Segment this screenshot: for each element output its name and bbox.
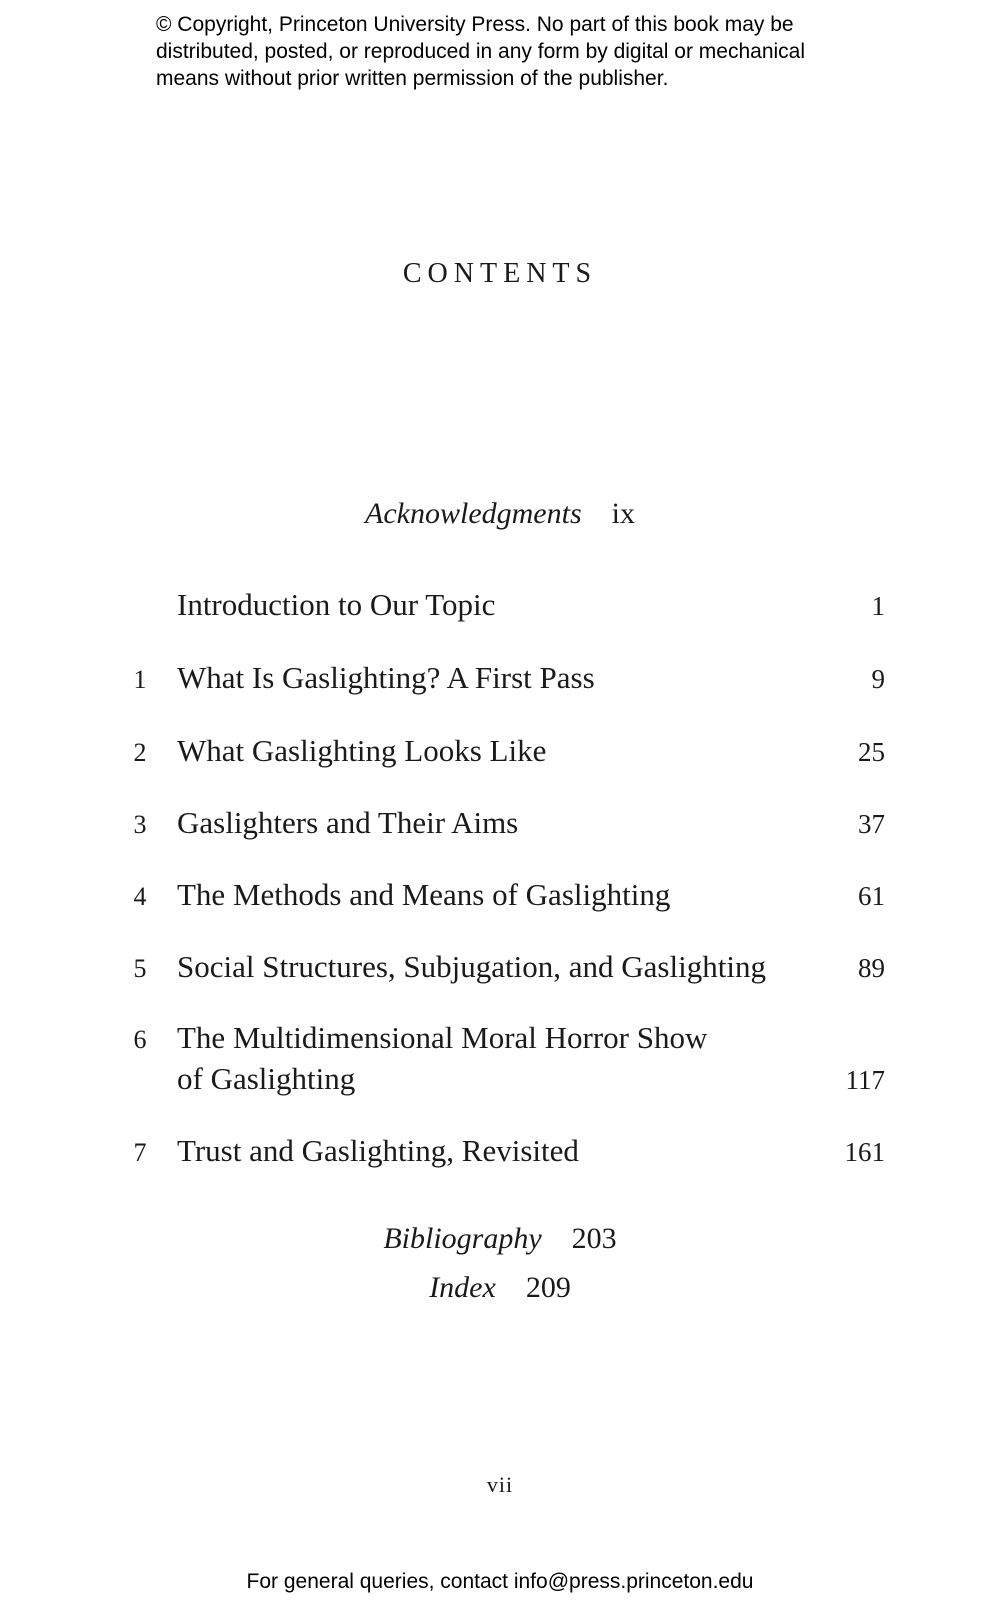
chapter-number: 4 <box>133 882 147 911</box>
chapter-title: Introduction to Our Topic <box>177 587 496 622</box>
chapter-page: 9 <box>871 664 885 694</box>
copyright-line: means without prior written permission of the publisher. <box>156 67 669 90</box>
chapter-page: 25 <box>858 737 885 767</box>
page-title: CONTENTS <box>402 258 598 289</box>
chapter-title: The Methods and Means of Gaslighting <box>177 877 671 912</box>
chapter-page: 37 <box>858 809 885 839</box>
toc-entry-chapter-7 <box>125 1130 885 1171</box>
chapter-number: 2 <box>133 738 147 767</box>
back-matter-entry-bibliography <box>0 1221 1000 1257</box>
copyright-line: distributed, posted, or reproduced in any form by digital or mechanical <box>156 40 806 63</box>
chapter-title: Gaslighters and Their Aims <box>177 805 519 840</box>
front-matter-label: Acknowledgments <box>365 497 582 530</box>
back-matter-page: 209 <box>525 1271 571 1304</box>
chapter-title-continued: of Gaslighting <box>177 1061 356 1096</box>
back-matter-page: 203 <box>571 1222 617 1255</box>
toc-entry-chapter-5 <box>125 946 885 987</box>
chapter-page: 1 <box>871 591 885 621</box>
chapter-page: 61 <box>858 881 885 911</box>
chapter-title: What Gaslighting Looks Like <box>177 733 547 768</box>
toc-entry-chapter-2 <box>125 730 885 771</box>
footer-contact: For general queries, contact info@press.princeton.edu <box>246 1570 754 1593</box>
chapter-page: 89 <box>858 953 885 983</box>
chapter-number: 3 <box>133 810 147 839</box>
back-matter-entry-index <box>0 1270 1000 1306</box>
front-matter-page: ix <box>611 497 635 530</box>
chapter-number: 5 <box>133 954 147 983</box>
toc-entry-chapter-4 <box>125 874 885 915</box>
chapter-page: 161 <box>844 1137 885 1167</box>
back-matter-label: Bibliography <box>383 1222 542 1255</box>
chapter-number: 6 <box>133 1025 147 1054</box>
toc-entry-chapter-6 <box>125 1017 885 1099</box>
chapter-page: 117 <box>845 1065 885 1095</box>
chapter-number: 1 <box>133 665 147 694</box>
front-matter-entry <box>0 496 1000 532</box>
copyright-notice <box>156 11 876 92</box>
toc-entry-chapter-3 <box>125 802 885 843</box>
chapter-title: Trust and Gaslighting, Revisited <box>177 1133 579 1168</box>
back-matter-label: Index <box>429 1271 496 1304</box>
chapter-title: The Multidimensional Moral Horror Show <box>177 1020 708 1055</box>
page-number: vii <box>486 1472 514 1497</box>
chapter-title: Social Structures, Subjugation, and Gaslighting <box>177 949 766 984</box>
chapter-title: What Is Gaslighting? A First Pass <box>177 660 595 695</box>
toc-entry-chapter-1 <box>125 657 885 698</box>
toc-entry-intro <box>125 584 885 625</box>
chapter-number: 7 <box>133 1138 147 1167</box>
copyright-line: © Copyright, Princeton University Press. No part of this book may be <box>156 13 794 36</box>
